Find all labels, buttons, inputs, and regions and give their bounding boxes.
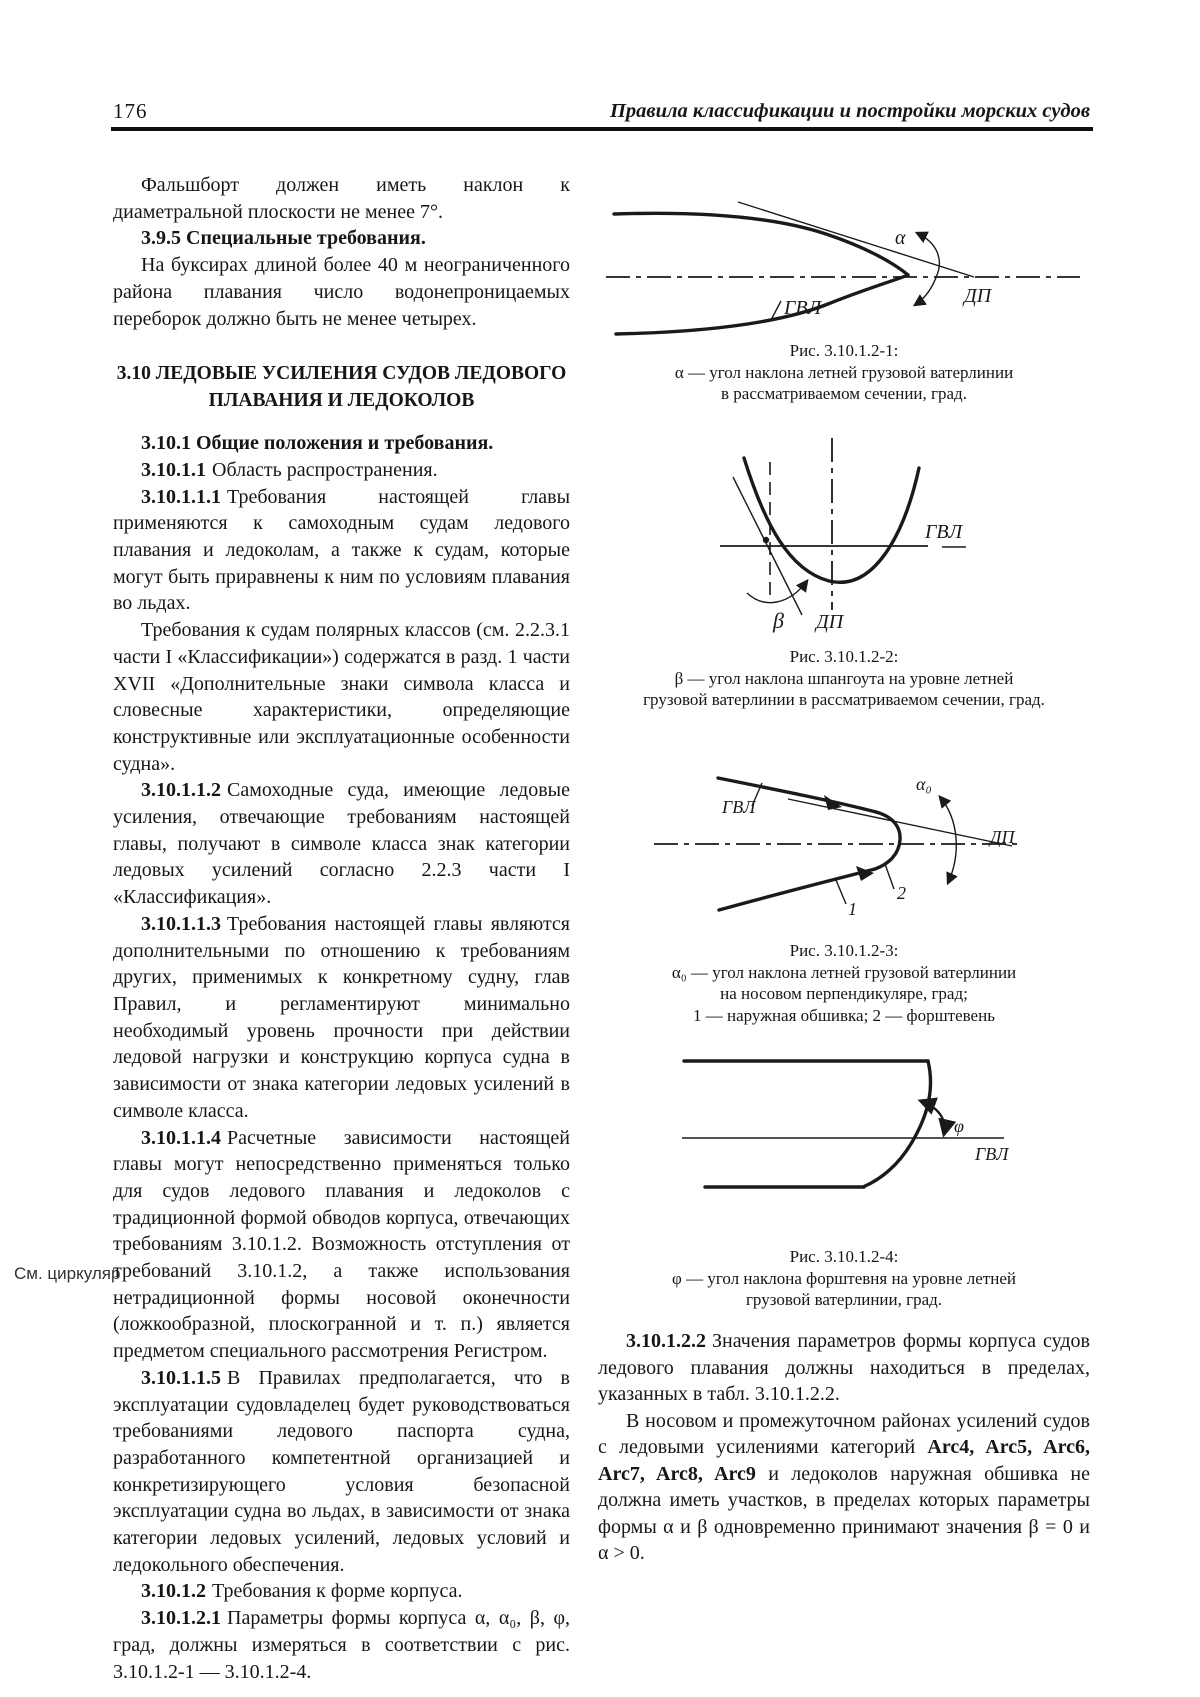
clause-number: 3.10.1.1.4 (141, 1126, 221, 1149)
clause-number: 3.10.1.2.1 (141, 1607, 221, 1630)
figure-4-caption (598, 1246, 1090, 1311)
heading-3-9-5: 3.9.5 Специальные требования. (141, 227, 426, 250)
figure-2-caption-title: Рис. 3.10.1.2-2: (789, 647, 899, 666)
left-column (113, 172, 570, 1685)
dp-label: ДП (964, 285, 992, 307)
clause-number: 3.10.1.2.2 (626, 1330, 706, 1352)
gvl-label: ГВЛ (975, 1144, 1009, 1164)
clause-text: и ледоколов наружная обшивка не должна иметь участков, в пределах которых параметры формы α и β одновременно принимают значения β = 0 и α > 0. (598, 1462, 1090, 1564)
gvl-label: ГВЛ (722, 797, 756, 817)
alpha-label: α (895, 227, 906, 249)
paragraph-arc-categories (598, 1408, 1090, 1567)
figure-2-caption-line: грузовой ватерлинии в рассматриваемом сечении, град. (643, 690, 1045, 709)
paragraph-bulwark: Фальшборт должен иметь наклон к диаметральной плоскости не менее 7°. (113, 174, 570, 223)
clause-number: 3.10.1.1.2 (141, 779, 221, 802)
paragraph-3-10-1-1-3 (113, 911, 570, 1125)
lower-waterline-curve (616, 275, 908, 334)
paragraph-3-10-1-1-1 (113, 484, 570, 618)
figure-2-caption-line: β — угол наклона шпангоута на уровне летней (674, 668, 1014, 688)
dp-label: ДП (990, 827, 1015, 847)
clause-text: Самоходные суда, имеющие ледовые усиления, отвечающие требованиям настоящей главы, получают в символе класса знак категории ледовых усилений согласно 2.2.3 части I «Классификация». (113, 779, 570, 909)
figure-3-10-1-2-1-drawing (598, 162, 1090, 340)
clause-text: В Правилах предполагается, что в эксплуатации судовладелец будет руководствоваться требованиями ледового паспорта судна, разработанного компетентной организацией и конкретизирующего условия безопасной эксплуатации судна во льдах, в зависимости от знака категории ледовых усилений, ледовых условий и ледокольного обеспечения. (113, 1366, 570, 1576)
figure-3-caption (598, 940, 1090, 1026)
beta-angle-arrow (747, 581, 807, 603)
leader-line-2 (885, 864, 894, 889)
figure-1-caption-title: Рис. 3.10.1.2-1: (789, 341, 899, 360)
paragraph-3-10-1-2 (113, 1578, 570, 1605)
figure-3-10-1-2-4-drawing (598, 1050, 1090, 1240)
clause-number: 3.10.1.1 (141, 458, 206, 481)
clause-number: 3.10.1.1.5 (141, 1366, 221, 1389)
figure-3-caption-line: α₀ — угол наклона летней грузовой ватерлинии (671, 962, 1017, 982)
figure-2-caption (598, 646, 1090, 711)
paragraph-3-10-1-2-1 (113, 1605, 570, 1685)
figure-4-caption-title: Рис. 3.10.1.2-4: (789, 1247, 899, 1266)
paragraph-3-10-1-1-4 (113, 1125, 570, 1365)
clause-number: 3.10.1.2 (141, 1580, 206, 1603)
paragraph-3-10-1-2-2 (598, 1328, 1090, 1408)
figure-4-caption-line: φ — угол наклона форштевня на уровне летней (672, 1268, 1016, 1288)
tangency-point (763, 537, 769, 543)
figure-3-caption-line: на носовом перпендикуляре, град; (720, 984, 968, 1003)
section-heading-3-10 (113, 360, 570, 414)
item-2-label: 2 (897, 883, 906, 903)
leader-line-1 (836, 880, 846, 904)
clause-text: Требования настоящей главы являются дополнительными по отношению к требованиям других, применимых к конкретному судну, глав Правил, и регламентируют минимально необходимый уровень прочности при действии ледовой нагрузки и конструкцию корпуса судна в зависимости от знака категории ледовых усилений в символе класса. (113, 912, 570, 1122)
beta-label: β (773, 608, 784, 633)
figure-3-10-1-2-2-drawing (598, 432, 1090, 672)
figure-4-caption-line: грузовой ватерлинии, град. (745, 1290, 943, 1309)
clause-text: В носовом и промежуточном районах усилений судов с ледовыми усилениями категорий (598, 1409, 1090, 1458)
margin-note-circular: См. циркуляр (14, 1264, 121, 1283)
paragraph-polar-classes: Требования к судам полярных классов (см. 2.2.3.1 части I «Классификации») содержатся в разд. 1 части XVII «Дополнительные знаки символа класса и словесные характеристики, определяющие конструктивные или эксплуатационные особенности судна». (113, 619, 570, 775)
clause-text: Расчетные зависимости настоящей главы могут непосредственно применяться только для судов ледового плавания и ледоколов с традиционной формой обводов корпуса, отвечающих требованиям 3.10.1.2. Возможность отступления от требований 3.10.1.2, а также использования нетрадиционной формы носовой оконечности (ложкообразной, плоскогранной и т. п.) является предметом специального рассмотрения Регистром. (113, 1126, 570, 1363)
figure-1-caption-line: α — угол наклона летней грузовой ватерлинии (674, 362, 1014, 382)
clause-text: Требования к форме корпуса. (212, 1580, 463, 1603)
section-heading-line1: 3.10 ЛЕДОВЫЕ УСИЛЕНИЯ СУДОВ ЛЕДОВОГО (116, 363, 567, 385)
phi-label: φ (954, 1116, 964, 1136)
figure-1-caption (598, 340, 1090, 405)
paragraph-3-10-1-1 (113, 457, 570, 484)
header-rule (111, 127, 1093, 131)
alpha0-angle-arrow (940, 797, 956, 883)
gvl-label: ГВЛ (925, 521, 963, 543)
running-title: Правила классификации и постройки морских судов (609, 100, 1090, 122)
figure-3-caption-line: 1 — наружная обшивка; 2 — форштевень (693, 1005, 995, 1025)
clause-text: Требования настоящей главы применяются к самоходным судам ледового плавания и ледоколам, а также к судам, которые могут быть приравнены к ним по условиям плавания во льдах. (113, 485, 570, 615)
dp-label: ДП (816, 611, 844, 633)
page-number: 176 (113, 99, 148, 123)
figure-1-caption-line: в рассматриваемом сечении, град. (721, 384, 967, 403)
alpha0-label: α₀ (916, 774, 932, 794)
right-column-text (598, 1328, 1090, 1567)
section-heading-line2: ПЛАВАНИЯ И ЛЕДОКОЛОВ (208, 390, 475, 412)
clause-number: 3.10.1.1.1 (141, 485, 221, 508)
paragraph-3-10-1-1-2 (113, 777, 570, 911)
upper-waterline-curve (614, 213, 908, 275)
clause-number: 3.10.1.1.3 (141, 912, 221, 935)
paragraph-tugs: На буксирах длиной более 40 м неограниченного района плавания число водонепроницаемых переборок должно быть не менее четырех. (113, 254, 570, 330)
alpha-angle-arrow (915, 233, 939, 305)
clause-text: Область распространения. (212, 458, 438, 481)
figure-3-10-1-2-3-drawing (598, 733, 1090, 951)
gvl-label: ГВЛ (784, 297, 822, 319)
heading-3-10-1: 3.10.1 Общие положения и требования. (141, 432, 494, 455)
paragraph-3-10-1-1-5 (113, 1365, 570, 1579)
arc-categories-bold: Arc4, Arc5, Arc6, Arc7, Arc8, Arc9 (598, 1436, 1090, 1485)
clause-text: Значения параметров формы корпуса судов ледового плавания должны находиться в пределах, указанных в табл. 3.10.1.2.2. (598, 1330, 1090, 1405)
stem-curve (863, 1061, 931, 1187)
figure-3-caption-title: Рис. 3.10.1.2-3: (789, 941, 899, 960)
clause-text: Параметры формы корпуса α, α₀, β, φ, град, должны измеряться в соответствии с рис. 3.10.1.2-1 — 3.10.1.2-4. (113, 1607, 570, 1683)
item-1-label: 1 (848, 899, 857, 919)
